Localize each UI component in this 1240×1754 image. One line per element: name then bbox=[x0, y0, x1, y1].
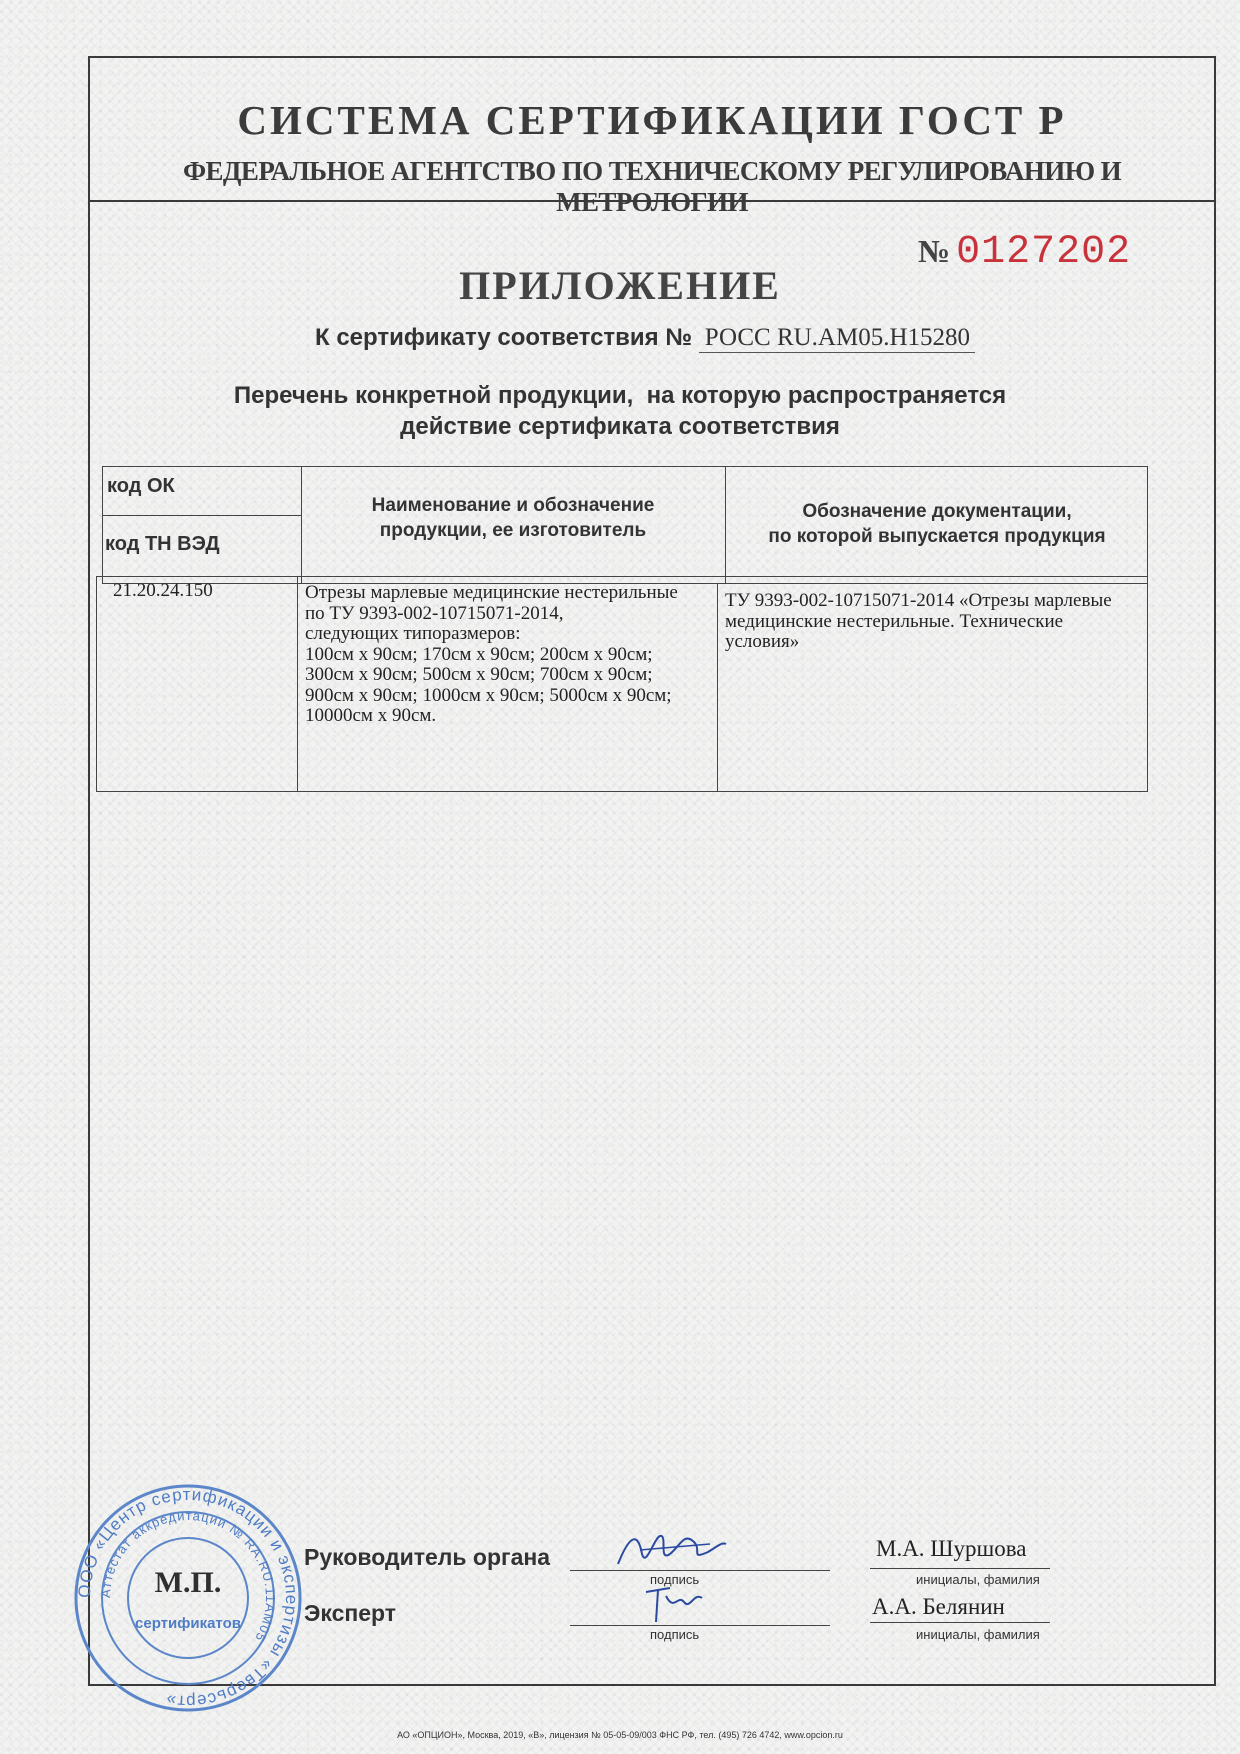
code-divider bbox=[103, 515, 301, 516]
seal-outer-text: ООО «Центр сертификации и экспертизы «Тверьсерт» bbox=[74, 1484, 302, 1712]
list-heading bbox=[160, 380, 1080, 442]
list-heading-line2: действие сертификата соответствия bbox=[400, 413, 840, 440]
column-divider bbox=[717, 583, 718, 791]
column-divider bbox=[301, 467, 302, 583]
sizes-intro: следующих типоразмеров: bbox=[305, 623, 521, 644]
table-header bbox=[102, 466, 1148, 584]
header-product-name-line2: продукции, ее изготовитель bbox=[379, 520, 647, 541]
certificate-label: К сертификату соответствия № bbox=[315, 324, 693, 351]
column-divider bbox=[725, 467, 726, 583]
product-document: ТУ 9393-002-10715071-2014 «Отрезы марлевые медицинские нестерильные. Технические условия» bbox=[725, 590, 1112, 652]
certification-system-title: СИСТЕМА СЕРТИФИКАЦИИ ГОСТ Р bbox=[237, 97, 1067, 143]
list-heading-line1: Перечень конкретной продукции, на которую распространяется bbox=[233, 382, 1007, 409]
printer-footer: АО «ОПЦИОН», Москва, 2019, «В», лицензия № 05-05-09/003 ФНС РФ, тел. (495) 726 4742, www.opcion.ru bbox=[397, 1730, 843, 1740]
product-code: 21.20.24.150 bbox=[113, 580, 213, 601]
seal-center-text: сертификатов bbox=[135, 1615, 241, 1632]
header-product-name bbox=[303, 493, 723, 543]
expert-signature-line bbox=[570, 1625, 830, 1626]
head-signature-line bbox=[570, 1570, 830, 1571]
blank-number-value: 0127202 bbox=[956, 230, 1132, 275]
expert-label: Эксперт bbox=[304, 1600, 397, 1626]
header-documentation-line1: Обозначение документации, bbox=[802, 501, 1072, 522]
head-name-line bbox=[870, 1568, 1050, 1569]
head-signature-icon bbox=[610, 1524, 730, 1574]
head-of-body-label: Руководитель органа bbox=[304, 1544, 551, 1570]
stamp-place-label: М.П. bbox=[154, 1566, 222, 1599]
header-documentation-line2: по которой выпускается продукция bbox=[768, 526, 1106, 547]
document-title: ПРИЛОЖЕНИЕ bbox=[459, 263, 781, 308]
header-code-tnved: код ТН ВЭД bbox=[105, 533, 220, 555]
expert-name-caption: инициалы, фамилия bbox=[916, 1627, 1040, 1642]
header-product-name-line1: Наименование и обозначение bbox=[371, 495, 655, 516]
number-sign: № bbox=[918, 233, 951, 269]
head-name-caption: инициалы, фамилия bbox=[916, 1572, 1040, 1587]
product-name: Отрезы марлевые медицинские нестерильные по ТУ 9393-002-10715071-2014, bbox=[305, 582, 678, 624]
column-divider bbox=[297, 577, 298, 791]
head-name: М.А. Шуршова bbox=[876, 1536, 1027, 1561]
expert-name-line bbox=[870, 1622, 1050, 1623]
table-row bbox=[96, 576, 1148, 792]
certificate-number: РОСС RU.АМ05.Н15280 bbox=[699, 324, 975, 353]
expert-name: А.А. Белянин bbox=[872, 1594, 1005, 1619]
seal-inner-text: Аттестат аккредитации № RA.RU.11АМ05 bbox=[97, 1507, 279, 1645]
header-code-ok: код ОК bbox=[107, 475, 175, 497]
sizes-list: 100см х 90см; 170см х 90см; 200см х 90см; 300см х 90см; 500см х 90см; 700см х 90см; 900см х 90см; 1000см х 90см; 5000см х 90см; 10000см х 90см. bbox=[305, 643, 672, 726]
header-documentation bbox=[728, 499, 1146, 549]
agency-name: ФЕДЕРАЛЬНОЕ АГЕНТСТВО ПО ТЕХНИЧЕСКОМУ РЕГУЛИРОВАНИЮ И МЕТРОЛОГИИ bbox=[182, 156, 1122, 217]
certificate-reference bbox=[315, 324, 975, 353]
expert-signature-caption: подпись bbox=[650, 1627, 700, 1642]
header-divider bbox=[88, 200, 1216, 202]
product-description bbox=[305, 583, 685, 727]
head-signature-caption: подпись bbox=[650, 1572, 700, 1587]
